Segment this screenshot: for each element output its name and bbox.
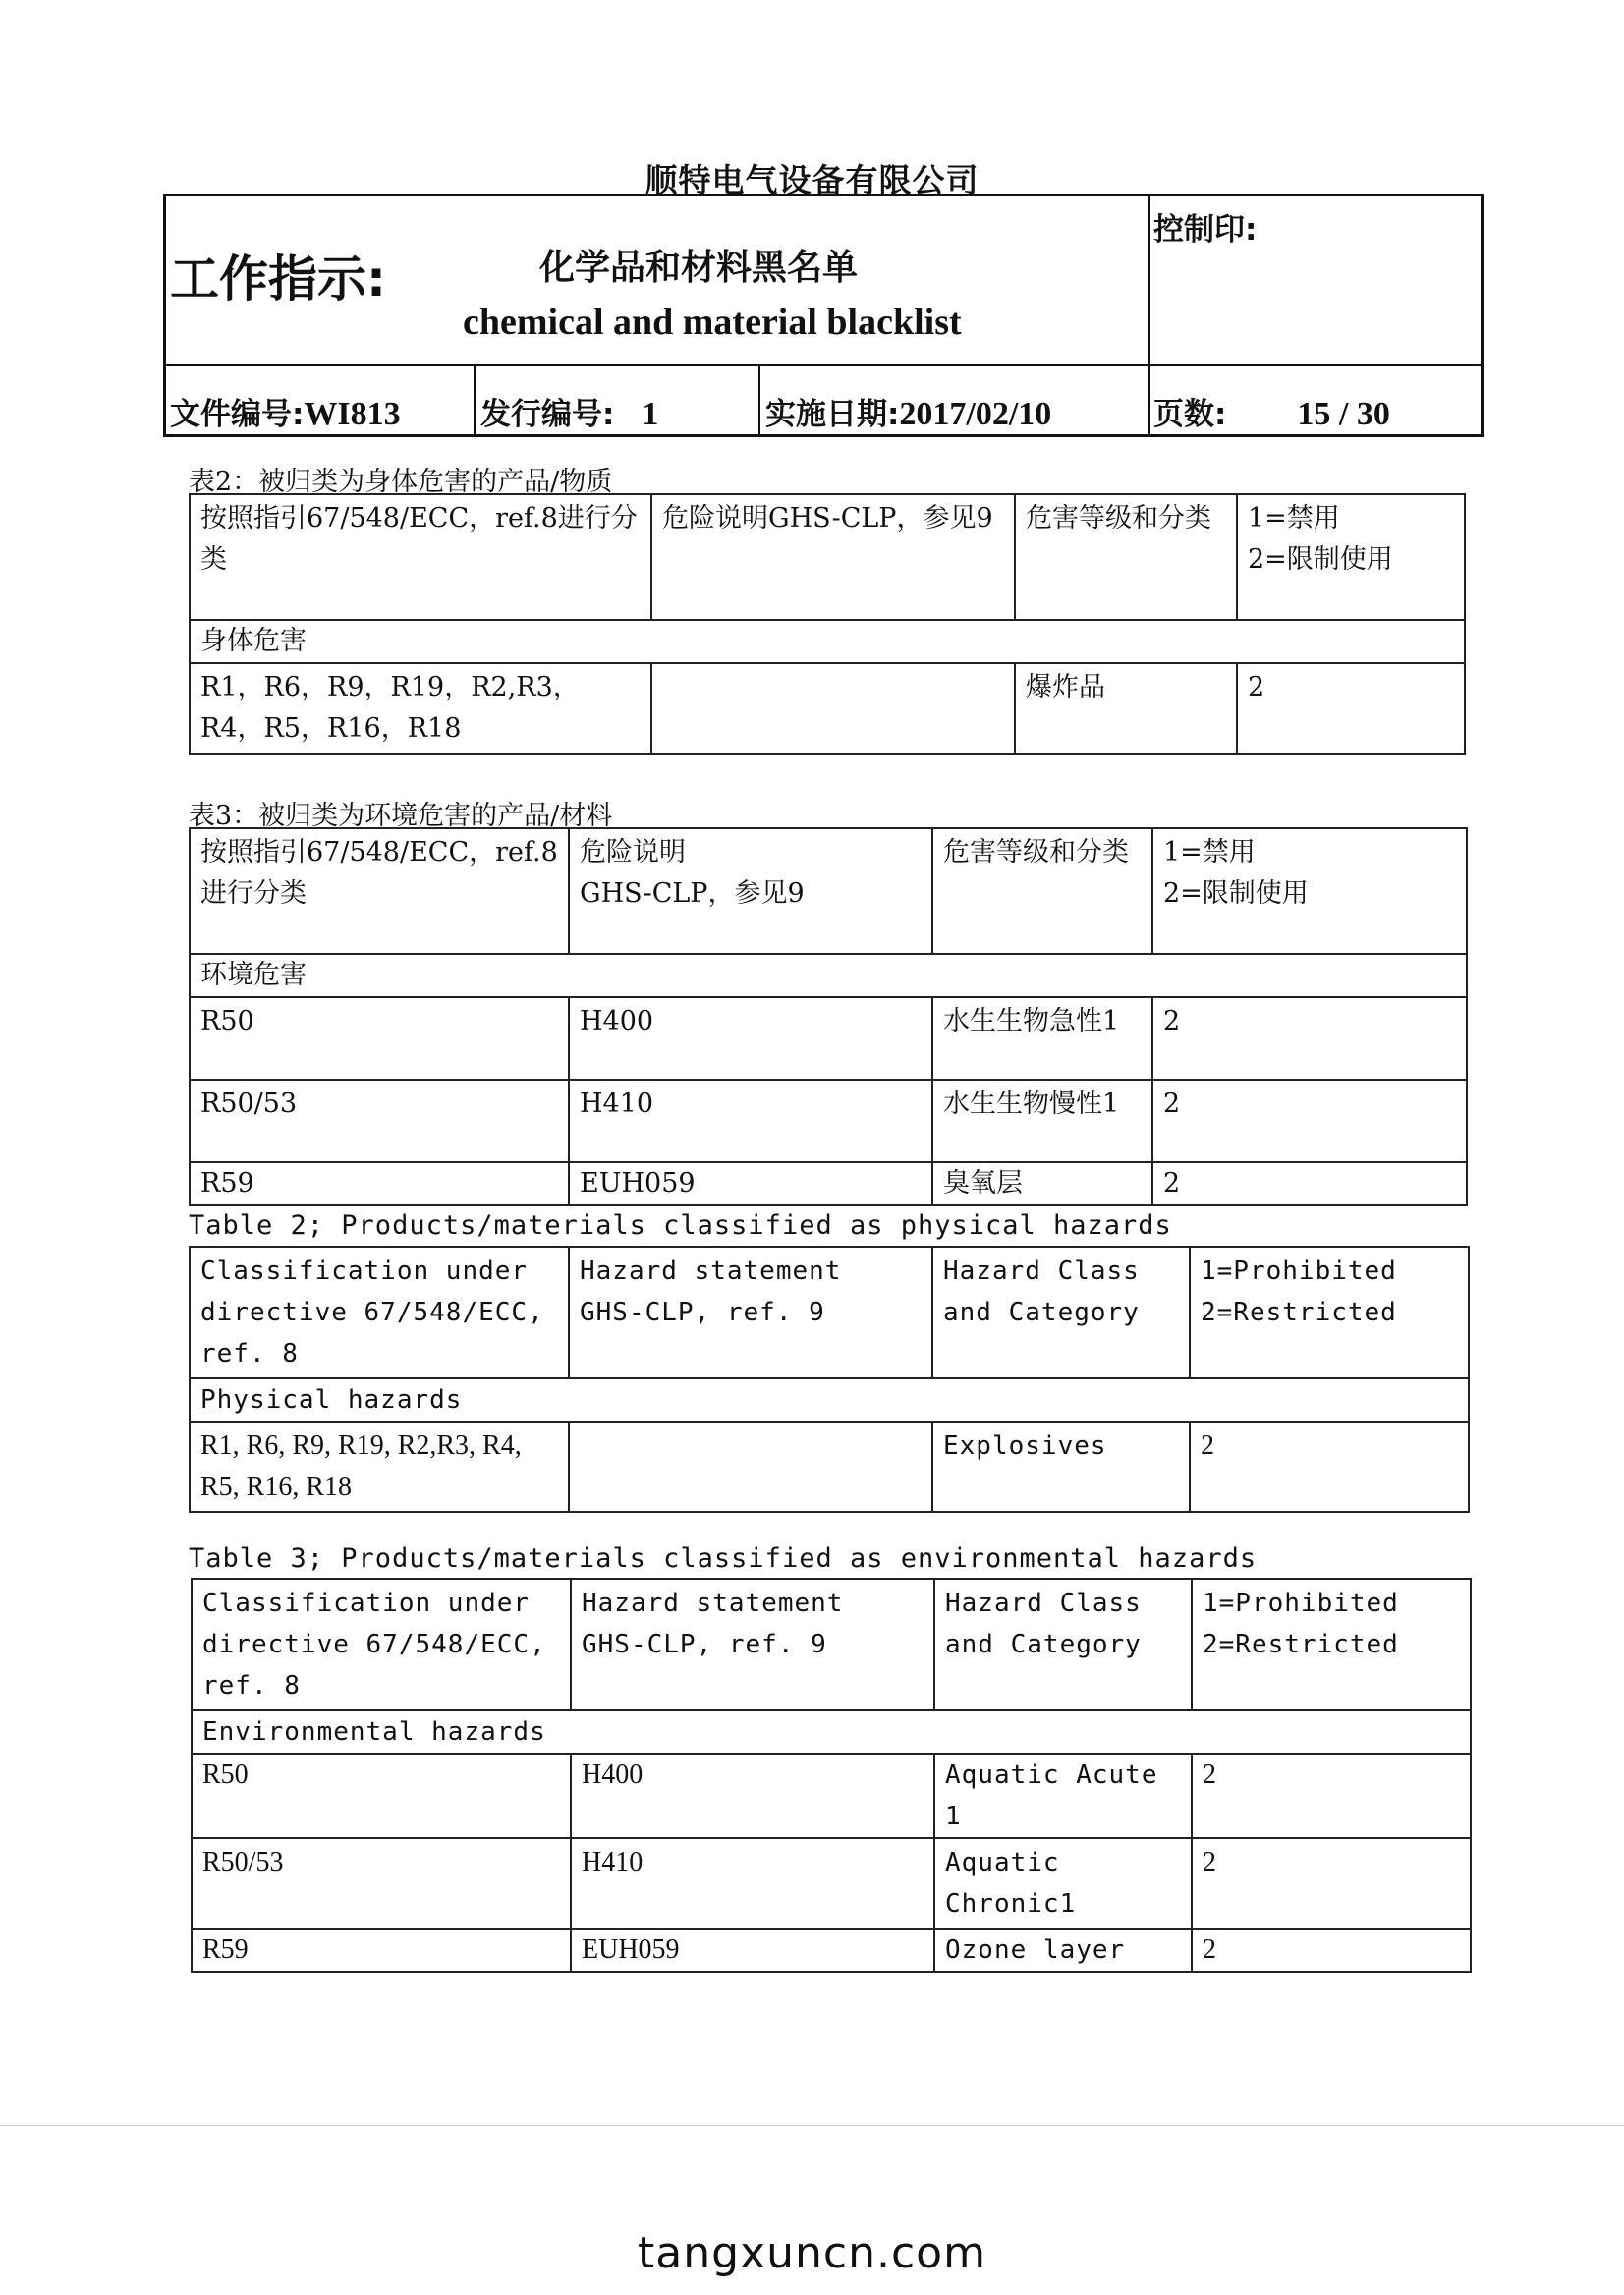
issue-number-value: 1 [642,396,659,432]
header-cell: 1=Prohibited 2=Restricted [1190,1247,1469,1378]
table-cell: 水生生物急性1 [932,997,1152,1080]
table3-cn-caption: 表3：被归类为环境危害的产品/材料 [189,801,613,831]
header-cell: 1=Prohibited 2=Restricted [1192,1579,1471,1710]
table-cell: R50 [190,997,569,1080]
section-row: 环境危害 [190,954,1467,997]
header-cell: Hazard Class and Category [934,1579,1192,1710]
table-cell: EUH059 [569,1162,932,1205]
table2-cn-caption: 表2：被归类为身体危害的产品/物质 [189,467,613,497]
page-count-value: 15 / 30 [1297,396,1390,432]
document-title-en: chemical and material blacklist [463,302,962,343]
header-rule [166,364,1481,366]
table-cell: 臭氧层 [932,1162,1152,1205]
table-cell: 2 [1237,663,1465,754]
table-cell: R50/53 [190,1080,569,1162]
header-cell: 1=禁用 2=限制使用 [1237,494,1465,620]
header-cell: Hazard statement GHS-CLP, ref. 9 [569,1247,932,1378]
header-cell: Classification under directive 67/548/ECC, ref. 8 [190,1247,569,1378]
table-cell: 2 [1152,1162,1467,1205]
table-cell: 2 [1190,1422,1469,1512]
header-cell: 危害等级和分类 [1015,494,1237,620]
table-cell: R50/53 [192,1838,571,1929]
table-cell: 2 [1152,997,1467,1080]
table-cell: R1, R6, R9, R19, R2,R3, R4, R5, R16, R18 [190,1422,569,1512]
table-cell: Aquatic Acute 1 [934,1754,1192,1838]
header-cell: 1=禁用 2=限制使用 [1152,828,1467,954]
header-cell: Hazard statement GHS-CLP, ref. 9 [571,1579,934,1710]
table-cell: Explosives [932,1422,1190,1512]
header-cell: Classification under directive 67/548/ECC, ref. 8 [192,1579,571,1710]
table-cell: R59 [192,1929,571,1972]
issue-number: 发行编号: 1 [480,396,659,432]
table-cell: R1，R6，R9，R19，R2,R3，R4，R5，R16，R18 [190,663,651,754]
table-cell: R59 [190,1162,569,1205]
table3-cn [189,827,1468,1206]
table2-en [189,1246,1470,1513]
table-cell: H410 [569,1080,932,1162]
watermark-site: tangxuncn.com [638,2228,986,2278]
table-cell: 爆炸品 [1015,663,1237,754]
table3-en-caption: Table 3; Products/materials classified as environmental hazards [189,1543,1258,1574]
header-divider [1148,196,1150,366]
control-stamp-label: 控制印: [1153,212,1258,248]
header-cell: 危害等级和分类 [932,828,1152,954]
table-cell: R50 [192,1754,571,1838]
table-cell: Aquatic Chronic1 [934,1838,1192,1929]
header-cell: 危险说明GHS-CLP，参见9 [651,494,1015,620]
table-cell: 2 [1192,1929,1471,1972]
table-cell: 水生生物慢性1 [932,1080,1152,1162]
document-title-cn: 化学品和材料黑名单 [539,248,859,288]
table-cell [569,1422,932,1512]
header-cell: Hazard Class and Category [932,1247,1190,1378]
header-cell: 按照指引67/548/ECC，ref.8进行分类 [190,828,569,954]
table-cell [651,663,1015,754]
company-name: 顺特电气设备有限公司 [644,161,980,199]
table-cell: 2 [1192,1754,1471,1838]
effective-date: 实施日期:2017/02/10 [765,396,1052,432]
table-cell: 2 [1192,1838,1471,1929]
table-cell: EUH059 [571,1929,934,1972]
table-cell: 2 [1152,1080,1467,1162]
scan-divider [0,2125,1624,2126]
table-cell: Ozone layer [934,1929,1192,1972]
table-cell: H400 [569,997,932,1080]
page-count: 页数: 15 / 30 [1153,396,1390,432]
table-cell: H410 [571,1838,934,1929]
doc-number: 文件编号:WI813 [170,396,401,432]
table-cell: H400 [571,1754,934,1838]
doc-number-value: WI813 [304,396,401,432]
section-row: Physical hazards [190,1378,1469,1422]
effective-date-value: 2017/02/10 [899,396,1052,432]
table2-cn [189,493,1466,755]
header-cell: 按照指引67/548/ECC，ref.8进行分类 [190,494,651,620]
table3-en [191,1578,1472,1973]
header-cell: 危险说明 GHS-CLP，参见9 [569,828,932,954]
table2-en-caption: Table 2; Products/materials classified as physical hazards [189,1210,1172,1241]
document-header [163,194,1484,437]
work-instruction-label: 工作指示: [170,251,386,308]
section-row: Environmental hazards [192,1710,1471,1754]
section-row: 身体危害 [190,620,1465,663]
